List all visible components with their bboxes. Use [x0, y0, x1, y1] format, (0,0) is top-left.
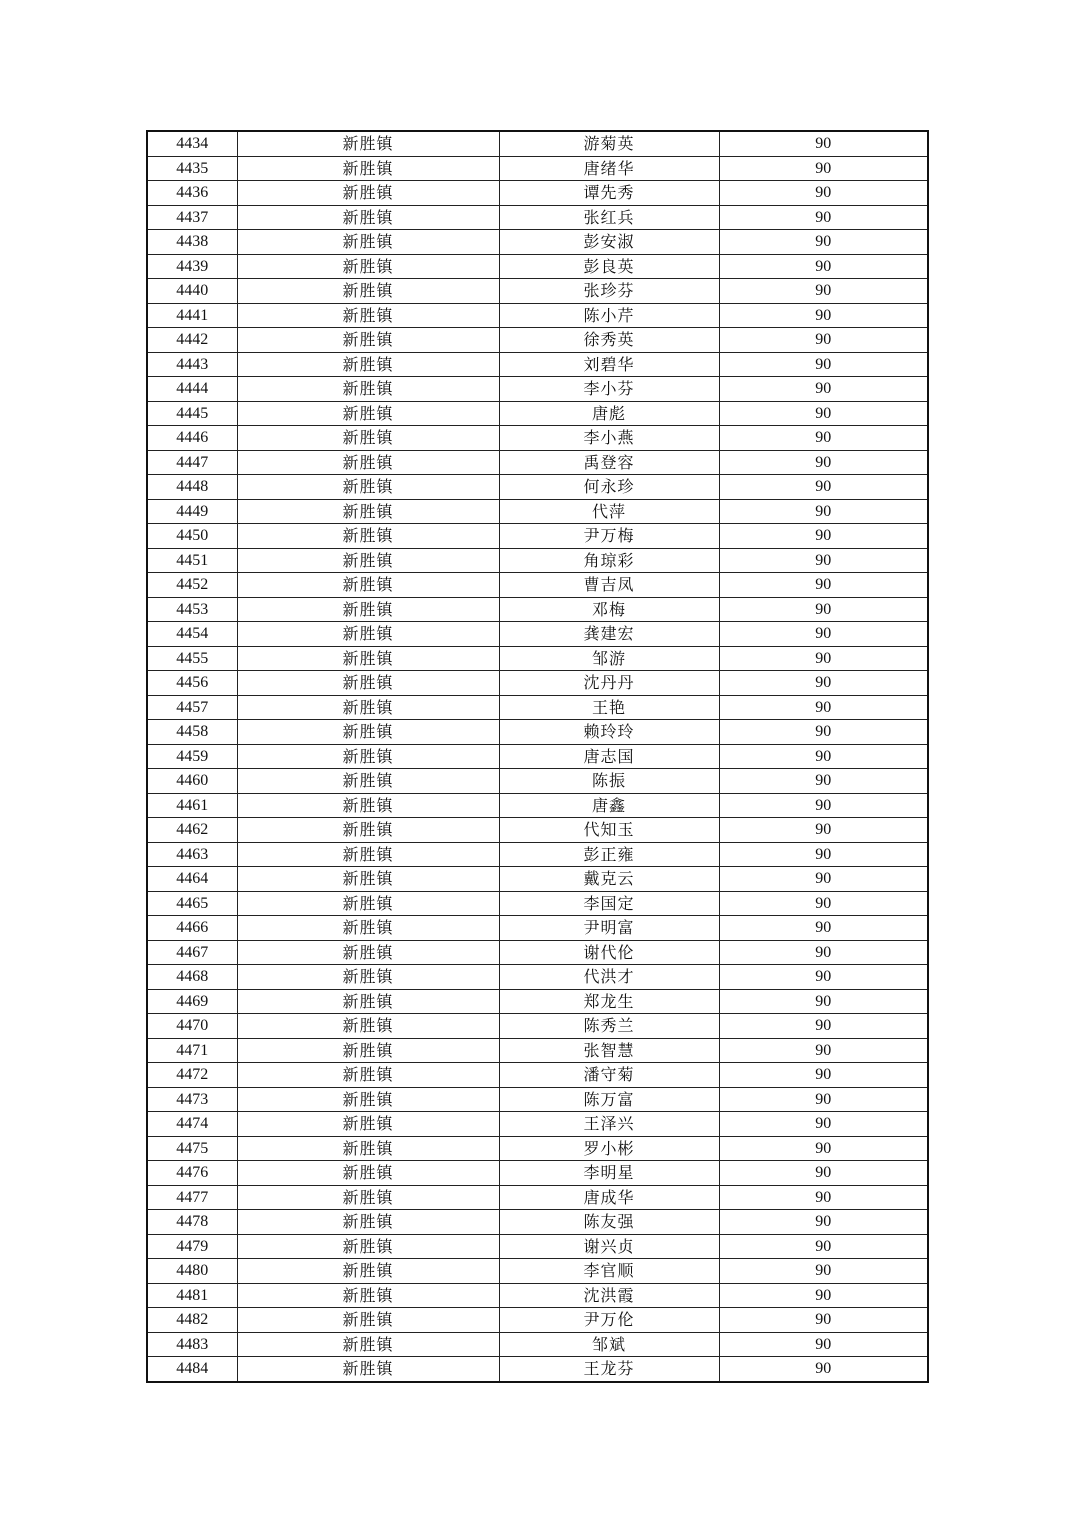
town-cell: 新胜镇 [237, 1210, 499, 1235]
name-cell: 李明星 [499, 1161, 719, 1186]
table-row [147, 793, 928, 818]
town-cell: 新胜镇 [237, 818, 499, 843]
table-row [147, 989, 928, 1014]
town-cell: 新胜镇 [237, 867, 499, 892]
table-row [147, 131, 928, 156]
name-cell: 角琼彩 [499, 548, 719, 573]
table-row [147, 1136, 928, 1161]
amount-cell: 90 [719, 597, 928, 622]
amount-cell: 90 [719, 842, 928, 867]
name-cell: 陈万富 [499, 1087, 719, 1112]
amount-cell: 90 [719, 450, 928, 475]
town-cell: 新胜镇 [237, 181, 499, 206]
name-cell: 张珍芬 [499, 279, 719, 304]
amount-cell: 90 [719, 1087, 928, 1112]
name-cell: 龚建宏 [499, 622, 719, 647]
town-cell: 新胜镇 [237, 1308, 499, 1333]
table-row [147, 1210, 928, 1235]
town-cell: 新胜镇 [237, 1063, 499, 1088]
name-cell: 陈小芹 [499, 303, 719, 328]
town-cell: 新胜镇 [237, 671, 499, 696]
row-number: 4477 [147, 1185, 237, 1210]
row-number: 4442 [147, 328, 237, 353]
amount-cell: 90 [719, 671, 928, 696]
town-cell: 新胜镇 [237, 720, 499, 745]
table-row [147, 426, 928, 451]
town-cell: 新胜镇 [237, 475, 499, 500]
amount-cell: 90 [719, 1185, 928, 1210]
amount-cell: 90 [719, 1038, 928, 1063]
table-row [147, 303, 928, 328]
name-cell: 代萍 [499, 499, 719, 524]
town-cell: 新胜镇 [237, 597, 499, 622]
amount-cell: 90 [719, 1234, 928, 1259]
town-cell: 新胜镇 [237, 1283, 499, 1308]
table-row [147, 842, 928, 867]
name-cell: 潘守菊 [499, 1063, 719, 1088]
table-row [147, 352, 928, 377]
name-cell: 沈丹丹 [499, 671, 719, 696]
town-cell: 新胜镇 [237, 377, 499, 402]
name-cell: 邹斌 [499, 1332, 719, 1357]
name-cell: 禹登容 [499, 450, 719, 475]
amount-cell: 90 [719, 303, 928, 328]
table-row [147, 548, 928, 573]
row-number: 4444 [147, 377, 237, 402]
row-number: 4435 [147, 156, 237, 181]
row-number: 4434 [147, 131, 237, 156]
row-number: 4451 [147, 548, 237, 573]
amount-cell: 90 [719, 1357, 928, 1382]
town-cell: 新胜镇 [237, 548, 499, 573]
amount-cell: 90 [719, 475, 928, 500]
table-row [147, 499, 928, 524]
name-cell: 沈洪霞 [499, 1283, 719, 1308]
town-cell: 新胜镇 [237, 352, 499, 377]
name-cell: 陈振 [499, 769, 719, 794]
table-row [147, 818, 928, 843]
amount-cell: 90 [719, 1259, 928, 1284]
row-number: 4445 [147, 401, 237, 426]
table-row [147, 867, 928, 892]
row-number: 4436 [147, 181, 237, 206]
name-cell: 何永珍 [499, 475, 719, 500]
table-row [147, 671, 928, 696]
row-number: 4481 [147, 1283, 237, 1308]
name-cell: 李小燕 [499, 426, 719, 451]
name-cell: 谢兴贞 [499, 1234, 719, 1259]
town-cell: 新胜镇 [237, 1185, 499, 1210]
name-cell: 尹万伦 [499, 1308, 719, 1333]
amount-cell: 90 [719, 352, 928, 377]
row-number: 4437 [147, 205, 237, 230]
row-number: 4440 [147, 279, 237, 304]
table-row [147, 1259, 928, 1284]
amount-cell: 90 [719, 499, 928, 524]
roster-table [146, 130, 929, 1383]
table-row [147, 377, 928, 402]
table-row [147, 254, 928, 279]
amount-cell: 90 [719, 818, 928, 843]
row-number: 4446 [147, 426, 237, 451]
amount-cell: 90 [719, 328, 928, 353]
name-cell: 唐绪华 [499, 156, 719, 181]
amount-cell: 90 [719, 377, 928, 402]
table-row [147, 622, 928, 647]
town-cell: 新胜镇 [237, 1161, 499, 1186]
name-cell: 唐志国 [499, 744, 719, 769]
name-cell: 张智慧 [499, 1038, 719, 1063]
table-row [147, 181, 928, 206]
town-cell: 新胜镇 [237, 131, 499, 156]
name-cell: 彭良英 [499, 254, 719, 279]
town-cell: 新胜镇 [237, 1332, 499, 1357]
amount-cell: 90 [719, 181, 928, 206]
name-cell: 谢代伦 [499, 940, 719, 965]
amount-cell: 90 [719, 1332, 928, 1357]
row-number: 4474 [147, 1112, 237, 1137]
amount-cell: 90 [719, 891, 928, 916]
town-cell: 新胜镇 [237, 744, 499, 769]
row-number: 4473 [147, 1087, 237, 1112]
name-cell: 彭正雍 [499, 842, 719, 867]
name-cell: 邹游 [499, 646, 719, 671]
table-row [147, 891, 928, 916]
row-number: 4467 [147, 940, 237, 965]
town-cell: 新胜镇 [237, 1014, 499, 1039]
town-cell: 新胜镇 [237, 573, 499, 598]
name-cell: 王艳 [499, 695, 719, 720]
amount-cell: 90 [719, 989, 928, 1014]
amount-cell: 90 [719, 965, 928, 990]
name-cell: 曹吉凤 [499, 573, 719, 598]
roster-body [147, 131, 928, 1382]
name-cell: 代洪才 [499, 965, 719, 990]
table-row [147, 475, 928, 500]
town-cell: 新胜镇 [237, 450, 499, 475]
row-number: 4463 [147, 842, 237, 867]
name-cell: 唐成华 [499, 1185, 719, 1210]
town-cell: 新胜镇 [237, 328, 499, 353]
town-cell: 新胜镇 [237, 646, 499, 671]
table-row [147, 450, 928, 475]
table-row [147, 230, 928, 255]
row-number: 4462 [147, 818, 237, 843]
amount-cell: 90 [719, 695, 928, 720]
table-row [147, 573, 928, 598]
name-cell: 郑龙生 [499, 989, 719, 1014]
table-row [147, 1283, 928, 1308]
amount-cell: 90 [719, 769, 928, 794]
row-number: 4441 [147, 303, 237, 328]
amount-cell: 90 [719, 1308, 928, 1333]
amount-cell: 90 [719, 1210, 928, 1235]
row-number: 4461 [147, 793, 237, 818]
row-number: 4453 [147, 597, 237, 622]
town-cell: 新胜镇 [237, 279, 499, 304]
name-cell: 彭安淑 [499, 230, 719, 255]
row-number: 4447 [147, 450, 237, 475]
town-cell: 新胜镇 [237, 303, 499, 328]
amount-cell: 90 [719, 573, 928, 598]
row-number: 4438 [147, 230, 237, 255]
town-cell: 新胜镇 [237, 1112, 499, 1137]
table-row [147, 205, 928, 230]
amount-cell: 90 [719, 548, 928, 573]
amount-cell: 90 [719, 279, 928, 304]
town-cell: 新胜镇 [237, 426, 499, 451]
table-row [147, 916, 928, 941]
row-number: 4466 [147, 916, 237, 941]
table-row [147, 1063, 928, 1088]
table-row [147, 1332, 928, 1357]
amount-cell: 90 [719, 744, 928, 769]
amount-cell: 90 [719, 1112, 928, 1137]
table-row [147, 646, 928, 671]
table-row [147, 156, 928, 181]
amount-cell: 90 [719, 720, 928, 745]
amount-cell: 90 [719, 230, 928, 255]
row-number: 4443 [147, 352, 237, 377]
name-cell: 徐秀英 [499, 328, 719, 353]
town-cell: 新胜镇 [237, 1357, 499, 1382]
name-cell: 赖玲玲 [499, 720, 719, 745]
town-cell: 新胜镇 [237, 1087, 499, 1112]
town-cell: 新胜镇 [237, 499, 499, 524]
row-number: 4455 [147, 646, 237, 671]
name-cell: 尹明富 [499, 916, 719, 941]
row-number: 4483 [147, 1332, 237, 1357]
amount-cell: 90 [719, 793, 928, 818]
town-cell: 新胜镇 [237, 793, 499, 818]
amount-cell: 90 [719, 940, 928, 965]
table-row [147, 695, 928, 720]
town-cell: 新胜镇 [237, 965, 499, 990]
row-number: 4465 [147, 891, 237, 916]
name-cell: 李官顺 [499, 1259, 719, 1284]
amount-cell: 90 [719, 916, 928, 941]
name-cell: 唐彪 [499, 401, 719, 426]
row-number: 4476 [147, 1161, 237, 1186]
row-number: 4459 [147, 744, 237, 769]
row-number: 4457 [147, 695, 237, 720]
name-cell: 陈友强 [499, 1210, 719, 1235]
table-row [147, 279, 928, 304]
row-number: 4480 [147, 1259, 237, 1284]
town-cell: 新胜镇 [237, 842, 499, 867]
amount-cell: 90 [719, 622, 928, 647]
row-number: 4460 [147, 769, 237, 794]
amount-cell: 90 [719, 131, 928, 156]
name-cell: 刘碧华 [499, 352, 719, 377]
name-cell: 尹万梅 [499, 524, 719, 549]
town-cell: 新胜镇 [237, 156, 499, 181]
table-row [147, 1185, 928, 1210]
row-number: 4468 [147, 965, 237, 990]
row-number: 4484 [147, 1357, 237, 1382]
amount-cell: 90 [719, 1063, 928, 1088]
amount-cell: 90 [719, 156, 928, 181]
town-cell: 新胜镇 [237, 891, 499, 916]
table-row [147, 1014, 928, 1039]
row-number: 4454 [147, 622, 237, 647]
name-cell: 代知玉 [499, 818, 719, 843]
table-row [147, 1087, 928, 1112]
name-cell: 邓梅 [499, 597, 719, 622]
table-row [147, 328, 928, 353]
row-number: 4439 [147, 254, 237, 279]
table-row [147, 720, 928, 745]
amount-cell: 90 [719, 1161, 928, 1186]
table-row [147, 940, 928, 965]
table-row [147, 1308, 928, 1333]
town-cell: 新胜镇 [237, 1136, 499, 1161]
town-cell: 新胜镇 [237, 940, 499, 965]
town-cell: 新胜镇 [237, 230, 499, 255]
name-cell: 谭先秀 [499, 181, 719, 206]
row-number: 4482 [147, 1308, 237, 1333]
town-cell: 新胜镇 [237, 205, 499, 230]
row-number: 4469 [147, 989, 237, 1014]
row-number: 4464 [147, 867, 237, 892]
name-cell: 王泽兴 [499, 1112, 719, 1137]
amount-cell: 90 [719, 426, 928, 451]
town-cell: 新胜镇 [237, 254, 499, 279]
row-number: 4475 [147, 1136, 237, 1161]
name-cell: 唐鑫 [499, 793, 719, 818]
name-cell: 王龙芬 [499, 1357, 719, 1382]
amount-cell: 90 [719, 524, 928, 549]
town-cell: 新胜镇 [237, 1234, 499, 1259]
amount-cell: 90 [719, 867, 928, 892]
amount-cell: 90 [719, 1136, 928, 1161]
amount-cell: 90 [719, 1014, 928, 1039]
row-number: 4449 [147, 499, 237, 524]
amount-cell: 90 [719, 205, 928, 230]
name-cell: 罗小彬 [499, 1136, 719, 1161]
town-cell: 新胜镇 [237, 401, 499, 426]
amount-cell: 90 [719, 254, 928, 279]
town-cell: 新胜镇 [237, 916, 499, 941]
table-row [147, 1112, 928, 1137]
table-row [147, 1038, 928, 1063]
name-cell: 陈秀兰 [499, 1014, 719, 1039]
row-number: 4448 [147, 475, 237, 500]
town-cell: 新胜镇 [237, 989, 499, 1014]
table-row [147, 1161, 928, 1186]
name-cell: 李小芬 [499, 377, 719, 402]
town-cell: 新胜镇 [237, 622, 499, 647]
row-number: 4452 [147, 573, 237, 598]
table-row [147, 597, 928, 622]
town-cell: 新胜镇 [237, 524, 499, 549]
amount-cell: 90 [719, 401, 928, 426]
town-cell: 新胜镇 [237, 769, 499, 794]
table-row [147, 1357, 928, 1382]
amount-cell: 90 [719, 646, 928, 671]
name-cell: 张红兵 [499, 205, 719, 230]
name-cell: 戴克云 [499, 867, 719, 892]
table-row [147, 524, 928, 549]
row-number: 4479 [147, 1234, 237, 1259]
table-row [147, 769, 928, 794]
name-cell: 李国定 [499, 891, 719, 916]
table-row [147, 401, 928, 426]
row-number: 4470 [147, 1014, 237, 1039]
row-number: 4450 [147, 524, 237, 549]
table-row [147, 965, 928, 990]
row-number: 4472 [147, 1063, 237, 1088]
row-number: 4471 [147, 1038, 237, 1063]
table-row [147, 744, 928, 769]
table-row [147, 1234, 928, 1259]
row-number: 4458 [147, 720, 237, 745]
row-number: 4478 [147, 1210, 237, 1235]
row-number: 4456 [147, 671, 237, 696]
amount-cell: 90 [719, 1283, 928, 1308]
town-cell: 新胜镇 [237, 695, 499, 720]
name-cell: 游菊英 [499, 131, 719, 156]
town-cell: 新胜镇 [237, 1038, 499, 1063]
town-cell: 新胜镇 [237, 1259, 499, 1284]
